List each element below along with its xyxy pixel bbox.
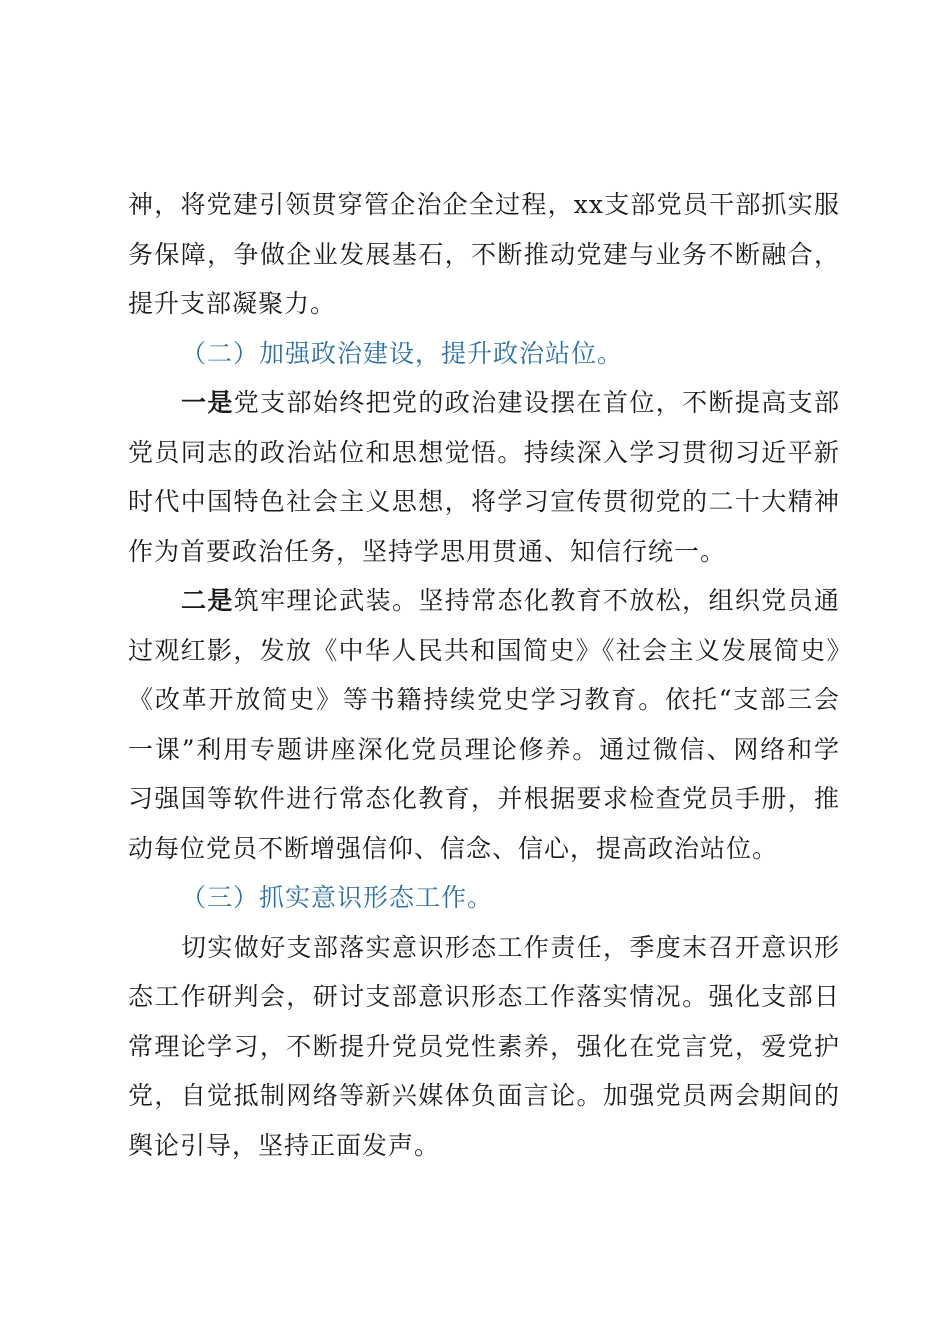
section-heading-text: （二）加强政治建设，提升政治站位。 — [181, 338, 624, 368]
paragraph-ideology-work — [128, 923, 840, 1171]
paragraph-point-one — [128, 378, 840, 576]
paragraph-continuation — [128, 180, 840, 329]
paragraph-text: 党支部始终把党的政治建设摆在首位，不断提高支部党员同志的政治站位和思想觉悟。持续深入学习贯彻习近平新时代中国特色社会主义思想，将学习宣传贯彻党的二十大精神作为首要政治任务，坚持学思用贯通、知信行统一。 — [128, 388, 840, 566]
section-heading-3 — [128, 873, 840, 923]
section-heading-text: （三）抓实意识形态工作。 — [181, 883, 494, 912]
paragraph-lead: 一是 — [181, 388, 234, 417]
paragraph-text: 筑牢理论武装。坚持常态化教育不放松，组织党员通过观红影，发放《中华人民共和国简史》《社会主义发展简史》《改革开放简史》等书籍持续党史学习教育。依托“支部三会一课”利用专题讲座深化党员理论修养。通过微信、网络和学习强国等软件进行常态化教育，并根据要求检查党员手册，推动每位党员不断增强信仰、信念、信心，提高政治站位。 — [128, 586, 840, 863]
section-heading-2 — [128, 329, 840, 379]
paragraph-lead: 二是 — [181, 586, 234, 615]
paragraph-text: 神，将党建引领贯穿管企治企全过程，xx支部党员干部抓实服务保障，争做企业发展基石，不断推动党建与业务不断融合，提升支部凝聚力。 — [128, 190, 840, 318]
paragraph-point-two — [128, 576, 840, 873]
document-body — [128, 180, 840, 1170]
paragraph-text: 切实做好支部落实意识形态工作责任，季度末召开意识形态工作研判会，研讨支部意识形态工作落实情况。强化支部日常理论学习，不断提升党员党性素养，强化在党言党，爱党护党，自觉抵制网络等新兴媒体负面言论。加强党员两会期间的舆论引导，坚持正面发声。 — [128, 932, 840, 1160]
